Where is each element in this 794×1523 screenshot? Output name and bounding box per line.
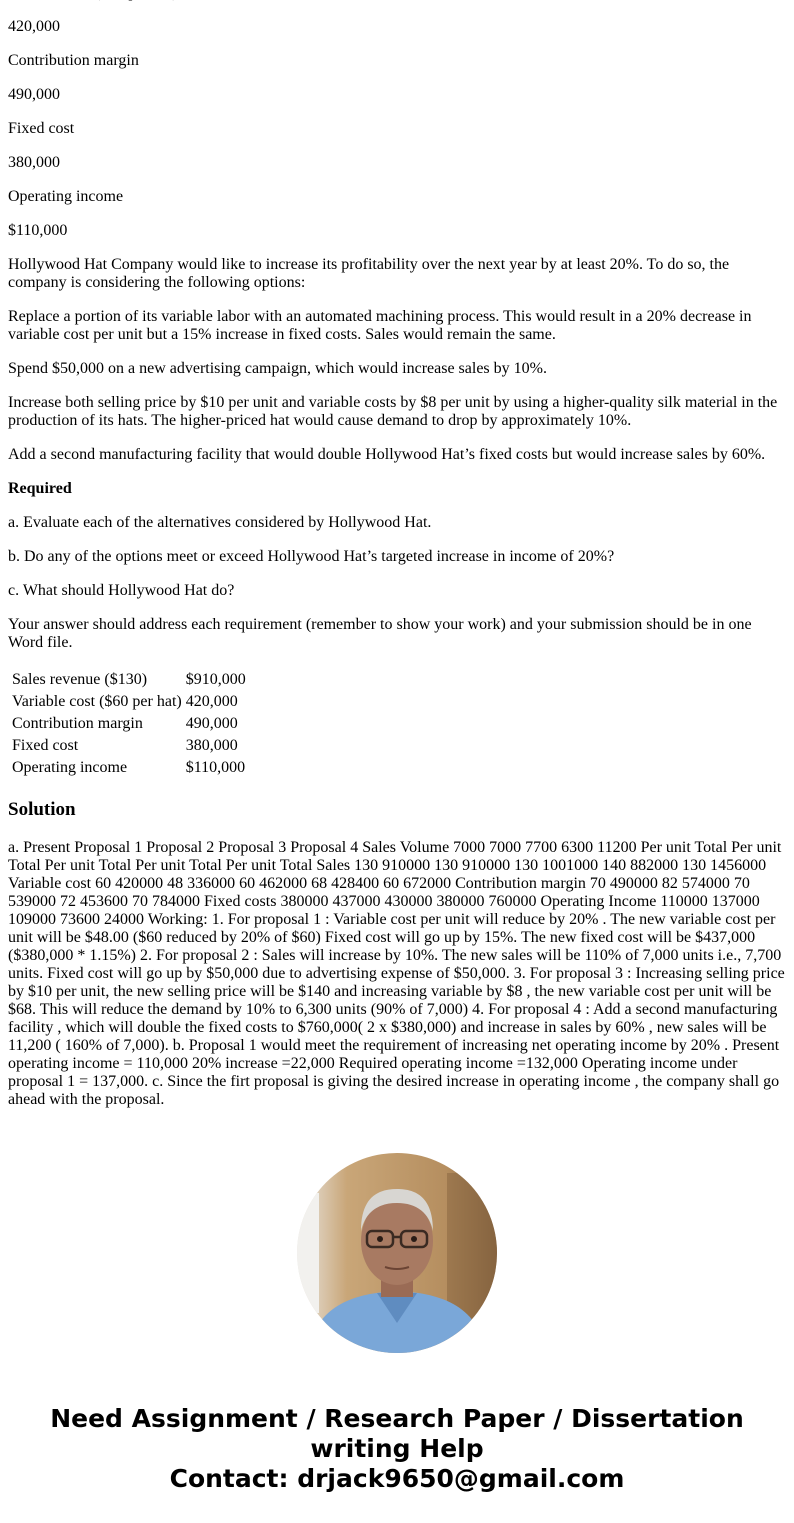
author-avatar (297, 1153, 497, 1353)
problem-intro: Hollywood Hat Company would like to increase its profitability over the next year by at least 20%. To do so, the company is considering the following options: (8, 256, 730, 291)
requirement-a: a. Evaluate each of the alternatives considered by Hollywood Hat. (8, 514, 432, 531)
intro-fixed-label: Fixed cost (8, 120, 75, 137)
requirement-c: c. What should Hollywood Hat do? (8, 582, 235, 599)
row-value: 490,000 (185, 715, 238, 732)
required-heading: Required (8, 480, 72, 497)
requirement-b: b. Do any of the options meet or exceed Hollywood Hat’s targeted increase in income of 20%? (8, 548, 615, 565)
row-label: Fixed cost (12, 737, 79, 754)
row-label: Operating income (12, 759, 128, 776)
intro-cm-value: 490,000 (8, 86, 60, 103)
income-statement-table (9, 668, 249, 780)
intro-cm-label: Contribution margin (8, 52, 139, 69)
intro-oi-value: $110,000 (8, 222, 68, 239)
cta-line-1: Need Assignment / Research Paper / Dissertation (50, 1404, 744, 1433)
row-label: Sales revenue ($130) (12, 671, 148, 688)
problem-option-3: Increase both selling price by $10 per unit and variable costs by $8 per unit by using a higher-quality silk material in the production of its hats. The higher-priced hat would cause demand to drop by approximately 10%. (8, 394, 778, 429)
row-value: $910,000 (185, 671, 246, 688)
avatar-portrait-icon (297, 1153, 497, 1353)
table-row (11, 670, 247, 690)
row-value: 380,000 (185, 737, 238, 754)
problem-option-4: Add a second manufacturing facility that would double Hollywood Hat’s fixed costs but would increase sales by 60%. (8, 446, 766, 463)
document-content (8, 0, 786, 1109)
row-label: Contribution margin (12, 715, 143, 732)
table-row (11, 758, 247, 778)
cta-contact-line: Contact: drjack9650@gmail.com (169, 1464, 625, 1493)
solution-heading: Solution (8, 799, 76, 820)
problem-option-1: Replace a portion of its variable labor with an automated machining process. This would result in a 20% decrease in variable cost per unit but a 15% increase in fixed costs. Sales would remain the same. (8, 308, 752, 343)
intro-var-cost-label (8, 0, 786, 2)
row-label: Variable cost ($60 per hat) (12, 693, 182, 710)
cta-line-2: writing Help (310, 1434, 484, 1463)
row-value: $110,000 (185, 759, 246, 776)
table-row (11, 736, 247, 756)
table-row (11, 714, 247, 734)
solution-text: a. Present Proposal 1 Proposal 2 Proposal 3 Proposal 4 Sales Volume 7000 7000 7700 6300 11200 Per unit Total Per unit Total Per unit Total Per unit Total Per unit Total Sales 130 910000 130 910000 130 1001000 140 882000 130 1456000 Variable cost 60 420000 48 336000 60 462000 68 428400 60 672000 Contribution margin 70 490000 82 574000 70 539000 72 453600 70 784000 Fixed costs 380000 437000 430000 380000 760000 Operating Income 110000 137000 109000 73600 24000 Working: 1. For proposal 1 : Variable cost per unit will reduce by 20% . The new variable cost per unit will be $48.00 ($60 reduced by 20% of $60) Fixed cost will go up by 15%. The new fixed cost will be $437,000 ($380,000 * 1.15%) 2. For proposal 2 : Sales will increase by 10%. The new sales will be 110% of 7,000 units i.e., 7,700 units. Fixed cost will go up by $50,000 due to advertising expense of $50,000. 3. For proposal 3 : Increasing selling price by $10 per unit, the new selling price will be $140 and increasing variable by $8 , the new variable cost per unit will be $68. This will reduce the demand by 10% to 6,300 units (90% of 7,000) 4. For proposal 4 : Add a second manufacturing facility , which will double the fixed costs to $760,000( 2 x $380,000) and increase in sales by 60% , new sales will be 11,200 ( 160% of 7,000). b. Proposal 1 would meet the requirement of increasing net operating income by 20% . Present operating income = 110,000 20% increase =22,000 Required operating income =132,000 Operating income under proposal 1 = 137,000. c. Since the firt proposal is giving the desired increase in operating income , the company shall go ahead with the proposal. (8, 839, 785, 1108)
instructions: Your answer should address each requirement (remember to show your work) and your submission should be in one Word file. (8, 616, 752, 651)
intro-var-cost-value: 420,000 (8, 18, 60, 35)
intro-fixed-value: 380,000 (8, 154, 60, 171)
table-row (11, 692, 247, 712)
row-value: 420,000 (185, 693, 238, 710)
problem-option-2: Spend $50,000 on a new advertising campaign, which would increase sales by 10%. (8, 360, 547, 377)
contact-banner (0, 1404, 794, 1494)
intro-oi-label: Operating income (8, 188, 124, 205)
